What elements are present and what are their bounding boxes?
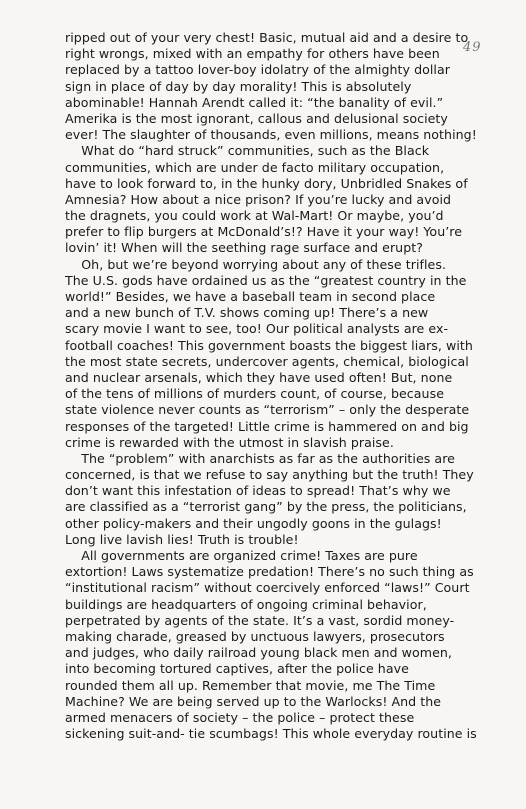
- text-line: Amnesia? How about a nice prison? If you’re lucky and avoid: [65, 191, 452, 207]
- text-line: scary movie I want to see, too! Our political analysts are ex-: [65, 321, 449, 337]
- text-line: football coaches! This government boasts the biggest liars, with: [65, 337, 473, 353]
- text-line: extortion! Laws systematize predation! There’s no such thing as: [65, 564, 474, 580]
- text-line: and a new bunch of T.V. shows coming up! There’s a new: [65, 305, 429, 321]
- text-line: the dragnets, you could work at Wal-Mart! Or maybe, you’d: [65, 208, 444, 224]
- text-line: sickening suit-and- tie scumbags! This whole everyday routine is: [65, 726, 477, 742]
- text-line: abominable! Hannah Arendt called it: “the banality of evil.”: [65, 94, 444, 110]
- text-line: and nuclear arsenals, which they have used often! But, none: [65, 369, 453, 385]
- text-line: Long live lavish lies! Truth is trouble!: [65, 531, 299, 547]
- page-number: 49: [463, 40, 482, 55]
- text-line: replaced by a tattoo lover-boy idolatry of the almighty dollar: [65, 62, 450, 78]
- text-line: state violence never counts as “terrorism” – only the desperate: [65, 402, 470, 418]
- text-line: prefer to flip burgers at McDonald’s!? Have it your way! You’re: [65, 224, 463, 240]
- text-line: The U.S. gods have ordained us as the “greatest country in the: [65, 272, 467, 288]
- text-line: of the tens of millions of murders count, of course, because: [65, 386, 444, 402]
- text-line: world!” Besides, we have a baseball team in second place: [65, 289, 436, 304]
- text-line: concerned, is that we refuse to say anything but the truth! They: [65, 467, 474, 483]
- text-line: armed menacers of society – the police – protect these: [65, 709, 415, 725]
- text-line: lovin’ it! When will the seething rage surface and erupt?: [65, 240, 423, 256]
- text-line: The “problem” with anarchists as far as the authorities are: [65, 450, 455, 466]
- text-line: Amerika is the most ignorant, callous and delusional society: [65, 110, 448, 126]
- text-line: ripped out of your very chest! Basic, mutual aid and a desire to: [65, 30, 469, 45]
- text-line: perpetrated by agents of the state. It’s a vast, sordid money-: [65, 612, 455, 628]
- text-line: right wrongs, mixed with an empathy for others have been: [65, 46, 440, 62]
- text-line: What do “hard struck” communities, such as the Black: [65, 143, 430, 159]
- text-line: Machine? We are being served up to the Warlocks! And the: [65, 693, 442, 709]
- text-line: Oh, but we’re beyond worrying about any of these trifles.: [65, 256, 447, 272]
- text-line: don’t want this infestation of ideas to spread! That’s why we: [65, 483, 451, 499]
- text-line: are classified as a “terrorist gang” by the press, the politicians,: [65, 499, 467, 515]
- text-line: other policy-makers and their ungodly goons in the gulags!: [65, 515, 442, 531]
- text-line: and judges, who daily railroad young black men and women,: [65, 645, 452, 661]
- text-line: communities, which are under de facto military occupation,: [65, 159, 445, 175]
- text-line: have to look forward to, in the hunky dory, Unbridled Snakes of: [65, 175, 468, 191]
- text-line: ever! The slaughter of thousands, even millions, means nothing!: [65, 127, 477, 143]
- body-text: [65, 30, 485, 742]
- text-line: buildings are headquarters of ongoing criminal behavior,: [65, 596, 427, 612]
- text-line: making charade, greased by unctuous lawyers, prosecutors: [65, 628, 445, 644]
- text-line: All governments are organized crime! Taxes are pure: [65, 548, 418, 563]
- text-line: rounded them all up. Remember that movie, me The Time: [65, 677, 436, 693]
- text-line: “institutional racism” without coercively enforced “laws!” Court: [65, 580, 470, 596]
- text-line: sign in place of day by day morality! This is absolutely: [65, 78, 412, 94]
- text-line: responses of the targeted! Little crime is hammered on and big: [65, 418, 469, 434]
- text-line: the most state secrets, undercover agents, chemical, biological: [65, 353, 469, 369]
- text-line: crime is rewarded with the utmost in slavish praise.: [65, 434, 394, 450]
- text-line: into becoming tortured captives, after the police have: [65, 661, 409, 677]
